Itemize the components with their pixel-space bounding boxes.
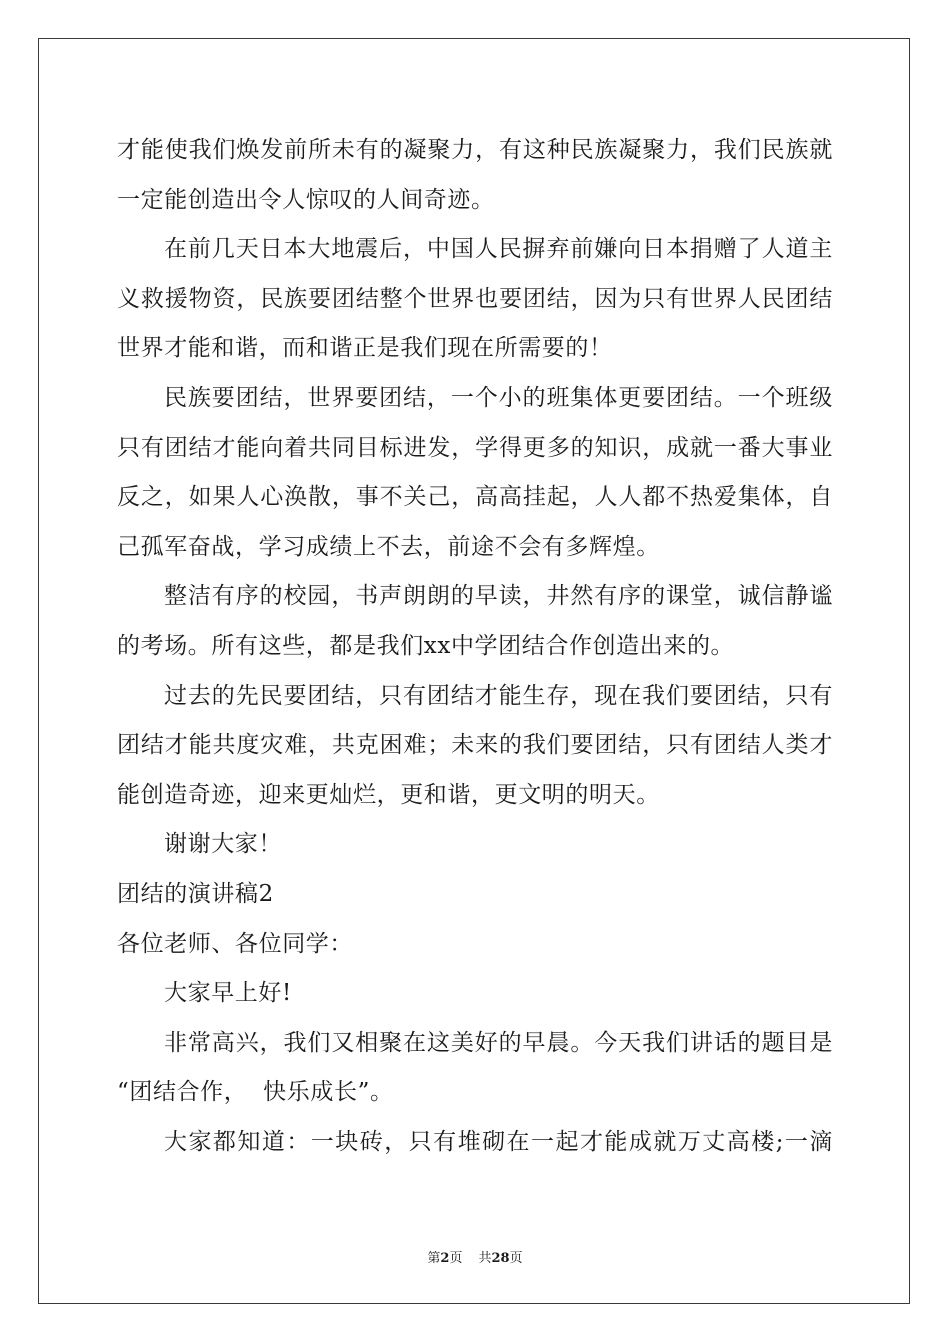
text-line: 大家早上好! [164,980,292,1007]
page-unit: 页 [449,1251,463,1266]
salutation: 各位老师、各位同学： [117,930,353,957]
text-line: 整洁有序的校园，书声朗朗的早读，井然有序的课堂，诚信静谧 [164,583,833,610]
text-line: 过去的先民要团结，只有团结才能生存，现在我们要团结，只有 [164,682,833,709]
total-unit: 页 [509,1251,523,1266]
document-body [117,126,833,1167]
text-line: 谢谢大家！ [164,831,282,858]
text-line: “团结合作， 快乐成长”。 [117,1079,394,1106]
page-current: 2 [440,1251,450,1266]
page-footer [0,1247,950,1266]
text-line: 世界才能和谐，而和谐正是我们现在所需要的！ [117,335,613,362]
text-line: 一定能创造出令人惊叹的人间奇迹。 [117,186,495,213]
section-heading: 团结的演讲稿2 [117,880,274,907]
page-total: 28 [491,1251,510,1266]
text-line: 在前几天日本大地震后，中国人民摒弃前嫌向日本捐赠了人道主 [164,236,833,263]
text-line: 才能使我们焕发前所未有的凝聚力，有这种民族凝聚力，我们民族就 [117,137,833,163]
text-line: 大家都知道：一块砖，只有堆砌在一起才能成就万丈高楼;一滴 [164,1128,833,1155]
text-line: 能创造奇迹，迎来更灿烂，更和谐，更文明的明天。 [117,781,660,808]
text-line: 反之，如果人心涣散，事不关己，高高挂起，人人都不热爱集体，自 [117,484,833,511]
text-line: 己孤军奋战，学习成绩上不去，前途不会有多辉煌。 [117,533,660,560]
text-line: 团结才能共度灾难，共克困难；未来的我们要团结，只有团结人类才 [117,732,833,759]
text-line: 只有团结才能向着共同目标进发，学得更多的知识，成就一番大事业 [117,434,833,461]
page-prefix: 第 [427,1251,441,1266]
total-prefix: 共 [478,1251,492,1266]
text-line: 的考场。所有这些，都是我们xx中学团结合作创造出来的。 [117,632,735,659]
text-line: 非常高兴，我们又相聚在这美好的早晨。今天我们讲话的题目是 [164,1029,833,1056]
text-line: 义救援物资，民族要团结整个世界也要团结，因为只有世界人民团结 [117,285,833,312]
text-line: 民族要团结，世界要团结，一个小的班集体更要团结。一个班级 [164,384,833,411]
